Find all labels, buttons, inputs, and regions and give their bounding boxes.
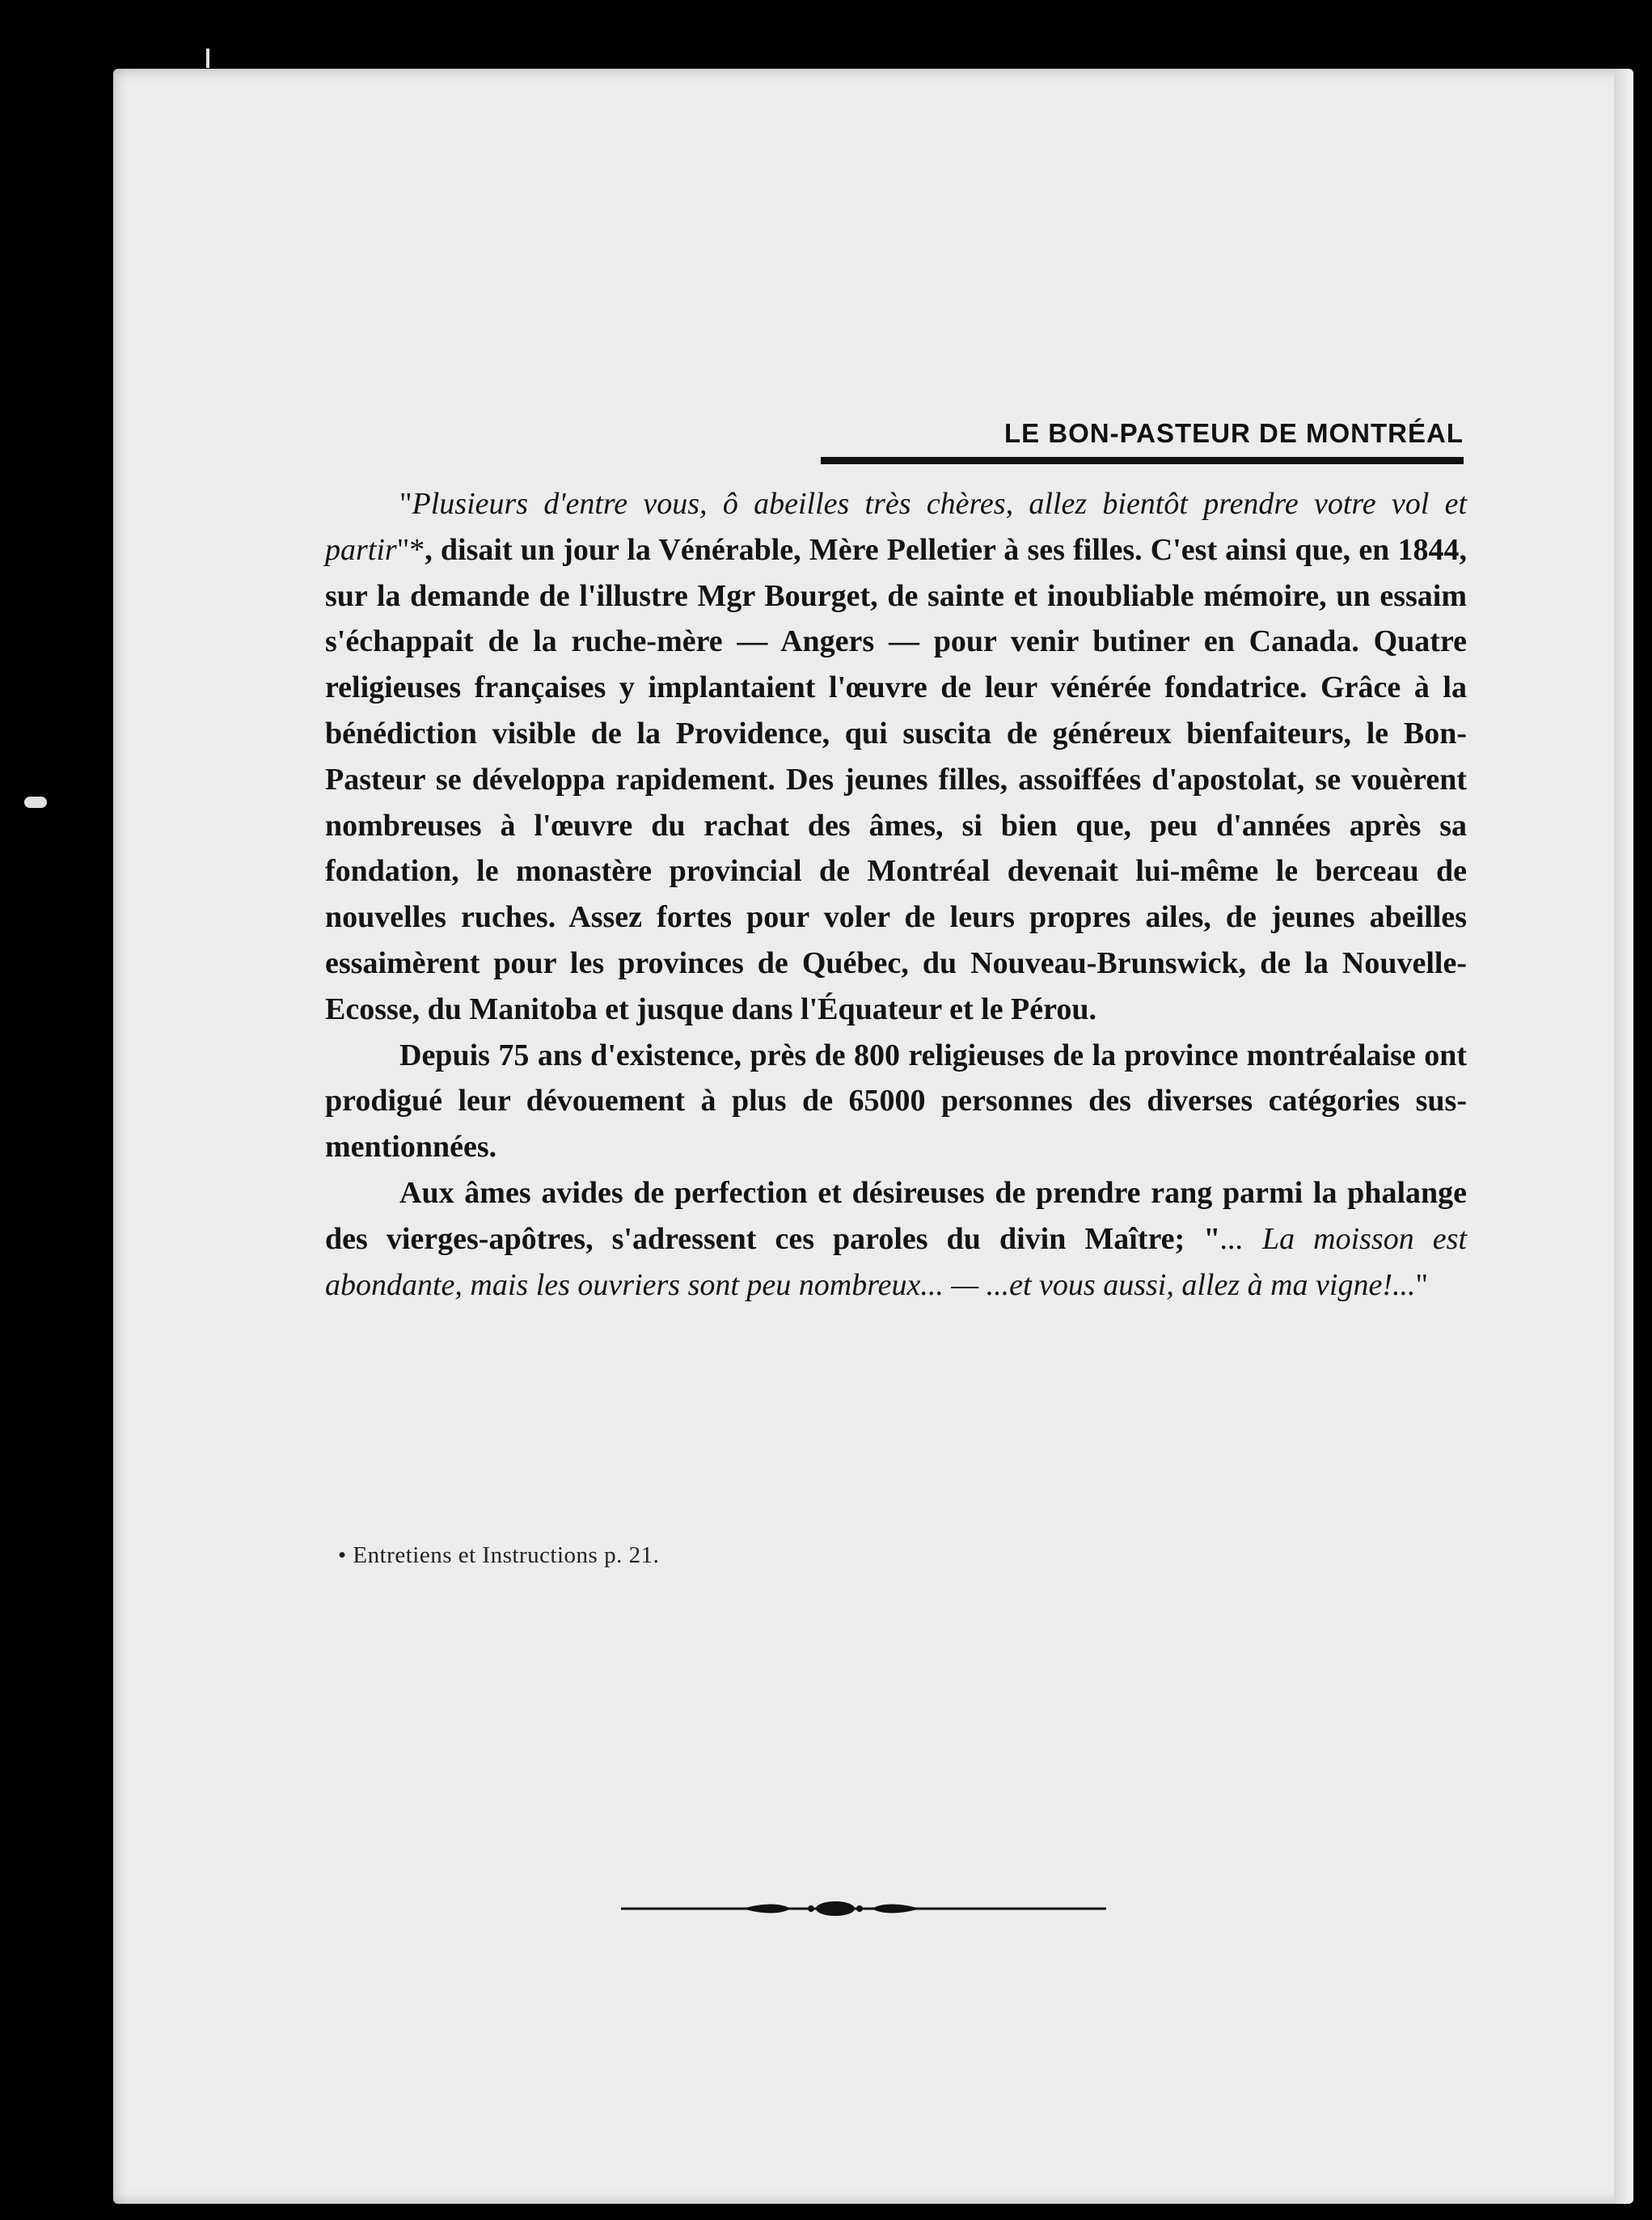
paragraph-3-italic: ... La moisson est abondante, mais les ouvriers sont peu nombreux... — ...et vous aussi, allez à ma vigne!... — [325, 1221, 1467, 1302]
paragraph-2 — [325, 1033, 1467, 1170]
paragraph-3-text: Aux âmes avides de perfection et désireuses de prendre rang parmi la phalange des vierges-apôtres, s'adressent ces paroles du divin Maître; " — [325, 1175, 1467, 1256]
quote-close: "* — [396, 532, 425, 567]
quote-open: " — [399, 487, 412, 521]
paragraph-3 — [325, 1170, 1467, 1308]
running-head: LE BON-PASTEUR DE MONTRÉAL — [1003, 418, 1464, 448]
quote-italic: Plusieurs d'entre vous, ô abeilles très chères, allez bientôt prendre votre vol et partir — [325, 487, 1467, 567]
ornament-divider — [621, 1890, 1106, 1927]
footnote-marker: • — [338, 1542, 347, 1568]
footnote — [338, 1542, 659, 1569]
scan-mark — [24, 797, 47, 808]
paragraph-1-text: , disait un jour la Vénérable, Mère Pelletier à ses filles. C'est ainsi que, en 1844, sur la demande de l'illustre Mgr Bourget, de sainte et inoubliable mémoire, un essaim s'échappait de la ruche-mère — Angers — pour venir butiner en Canada. Quatre religieuses françaises y implantaient l'œuvre de leur vénérée fondatrice. Grâce à la bénédiction visible de la Providence, qui suscita de généreux bienfaiteurs, le Bon-Pasteur se développa rapidement. Des jeunes filles, assoiffées d'apostolat, se vouèrent nombreuses à l'œuvre du rachat des âmes, si bien que, peu d'années après sa fondation, le monastère provincial de Montréal devenait lui-même le berceau de nouvelles ruches. Assez fortes pour voler de leurs propres ailes, de jeunes abeilles essaimèrent pour les provinces de Québec, du Nouveau-Brunswick, de la Nouvelle-Ecosse, du Manitoba et jusque dans l'Équateur et le Pérou. — [325, 532, 1467, 1026]
footnote-text: Entretiens et Instructions p. 21. — [353, 1542, 660, 1568]
body-text — [325, 481, 1467, 1308]
paragraph-2-text: Depuis 75 ans d'existence, près de 800 religieuses de la province montréalaise ont prodigué leur dévouement à plus de 65000 personnes des diverses catégories sus-mentionnées. — [325, 1038, 1467, 1165]
running-head-rule — [821, 457, 1464, 464]
paragraph-3-close: " — [1415, 1267, 1429, 1302]
page-edge — [1614, 69, 1633, 2204]
document-page — [113, 69, 1633, 2204]
scan-mark — [206, 49, 209, 68]
paragraph-1 — [325, 481, 1467, 1033]
